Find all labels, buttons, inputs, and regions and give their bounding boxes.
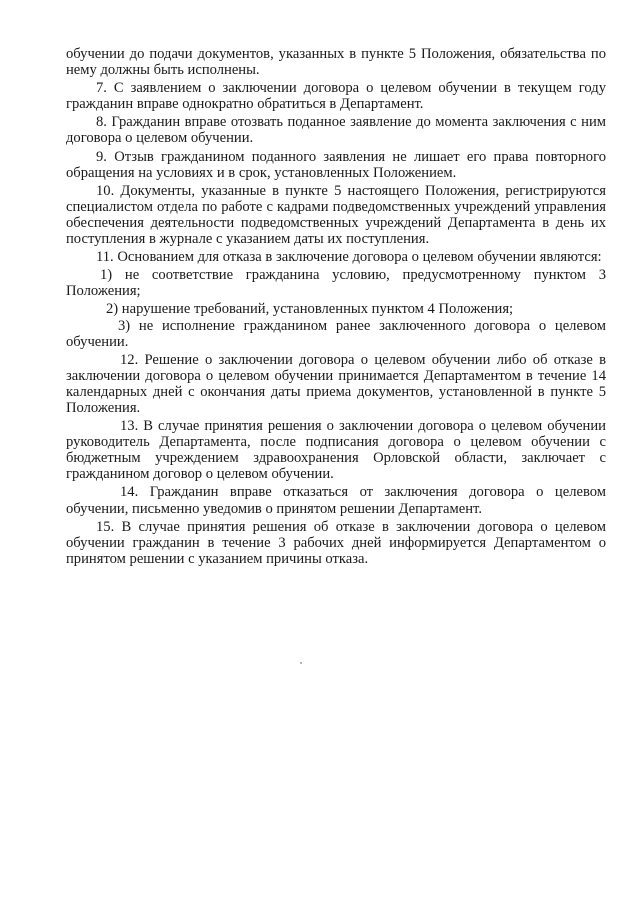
scan-speck — [300, 662, 302, 664]
paragraph-10: 10. Документы, указанные в пункте 5 настоящего Положения, регистрируются специалистом отдела по работе с кадрами подведомственных учреждений управления обеспечения деятельности подведомственных учреждений Департамента в день их поступления в журнале с указанием даты их поступления. — [66, 182, 606, 248]
document-body — [66, 46, 606, 567]
paragraph-15: 15. В случае принятия решения об отказе в заключении договора о целевом обучении гражданин в течение 3 рабочих дней информируется Департаментом о принятом решении с указанием причины отказа. — [66, 518, 606, 567]
paragraph-9: 9. Отзыв гражданином поданного заявления не лишает его права повторного обращения на условиях и в срок, установленных Положением. — [66, 148, 606, 181]
list-item-2: 2) нарушение требований, установленных пунктом 4 Положения; — [106, 301, 514, 318]
paragraph-7: 7. С заявлением о заключении договора о целевом обучении в текущем году гражданин вправе однократно обратиться в Департамент. — [66, 80, 606, 113]
list-item-3: 3) не исполнение гражданином ранее заключенного договора о целевом обучении. — [66, 317, 606, 350]
list-item-1: 1) не соответствие гражданина условию, предусмотренному пунктом 3 Положения; — [66, 267, 606, 300]
paragraph-14: 14. Гражданин вправе отказаться от заключения договора о целевом обучении, письменно уведомив о принятом решении Департамент. — [66, 484, 606, 517]
paragraph-8: 8. Гражданин вправе отозвать поданное заявление до момента заключения с ним договора о целевом обучении. — [66, 114, 606, 147]
paragraph-12: 12. Решение о заключении договора о целевом обучении либо об отказе в заключении договора о целевом обучении принимается Департаментом в течение 14 календарных дней с окончания даты приема документов, установленной в пункте 5 Положения. — [66, 351, 606, 416]
paragraph-11: 11. Основанием для отказа в заключение договора о целевом обучении являются: — [96, 249, 602, 266]
paragraph-continuation: обучении до подачи документов, указанных в пункте 5 Положения, обязательства по нему должны быть исполнены. — [66, 46, 606, 79]
paragraph-13: 13. В случае принятия решения о заключении договора о целевом обучении руководитель Департамента, после подписания договора о целевом обучении с бюджетным учреждением здравоохранения Орловской области, заключает с гражданином договор о целевом обучении. — [66, 418, 606, 483]
